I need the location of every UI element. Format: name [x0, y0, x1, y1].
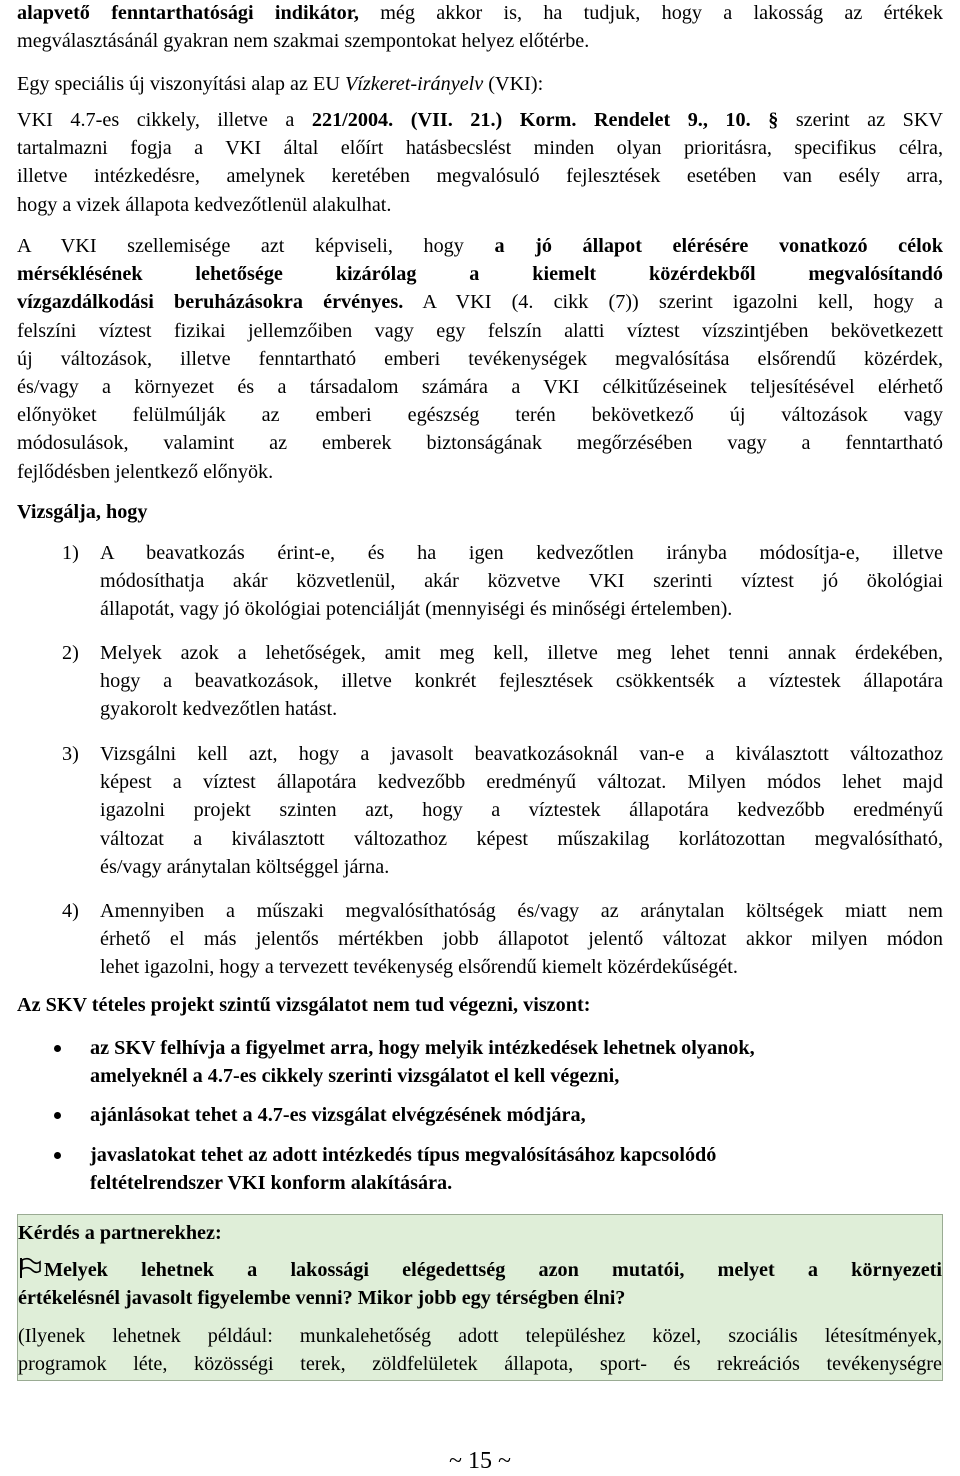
examination-list — [17, 539, 943, 995]
spirit-line-8: módosulások, valamint az emberek biztonságának megőrzésében vagy a fenntartható — [17, 432, 943, 455]
article-line-2: tartalmazni fogja a VKI által előírt hatásbecslést minden olyan prioritásra, specifikus célra, — [17, 137, 943, 160]
article-line-3: illetve intézkedésre, amelynek keretében megvalósuló fejlesztések esetében van esély arra, — [17, 165, 943, 188]
box-note: (Ilyenek lehetnek például: munkalehetőség adott településhez közel, szociális létesítmények, programok léte, közösségi terek, zöldfelületek állapota, sport- és rekreációs tevékenységre — [18, 1324, 942, 1375]
paragraph-vki-article — [17, 106, 943, 219]
spirit-line-2: mérséklésének lehetősége kizárólag a kiemelt közérdekből megvalósítandó — [17, 263, 943, 286]
spirit-line-7: előnyöket felülmúlják az emberi egészség terén bekövetkező új változások vagy — [17, 404, 943, 427]
box-question: Melyek lehetnek a lakossági elégedettség azon mutatói, melyet a környezeti értékelésnél javasolt figyelembe venni? Mikor jobb egy térségben élni? — [18, 1259, 942, 1310]
skv-bullet-list — [17, 1034, 943, 1208]
box-title: Kérdés a partnerekhez: — [18, 1222, 222, 1244]
list-item: ajánlásokat tehet a 4.7-es vizsgálat elvégzésének módjára, — [17, 1101, 943, 1131]
bullet-icon — [54, 1112, 61, 1119]
spirit-line-6: és/vagy a környezet és a társadalom számára a VKI célkitűzéseinek teljesítésével elérhető — [17, 376, 943, 399]
flag-icon — [18, 1257, 42, 1279]
list-item: javaslatokat tehet az adott intézkedés típus megvalósításához kapcsolódó feltételrendszer VKI konform alakítására. — [17, 1141, 943, 1198]
bullet-icon — [54, 1045, 61, 1052]
spirit-line-3: vízgazdálkodási beruházásokra érvényes. A VKI (4. cikk (7)) szerint igazolni kell, hogy a — [17, 291, 943, 314]
list-item: 3) Vizsgálni kell azt, hogy a javasolt beavatkozásoknál van-e a kiválasztott változathoz képest a víztest állapotára kedvezőbb eredményű változat. Milyen módos lehet majd igazolni projekt szinten azt, hogy a víztestek állapotára kedvezőbb eredményű változat a kiválasztott változathoz képest műszakilag korlátozottan megvalósítható, és/vagy aránytalan költséggel járna. — [62, 743, 943, 878]
heading-skv-limits: Az SKV tételes projekt szintű vizsgálatot nem tud végezni, viszont: — [17, 994, 591, 1016]
page-number: ~ 15 ~ — [449, 1448, 511, 1474]
article-line-4: hogy a vizek állapota kedvezőtlenül alakulhat. — [17, 193, 392, 216]
spirit-line-4: felszíni víztest fizikai jellemzőiben vagy egy felszín alatti víztest vízszintjében bekövetkezett — [17, 319, 943, 342]
list-item: 2) Melyek azok a lehetőségek, amit meg kell, illetve meg lehet tenni annak érdekében, hogy a beavatkozások, illetve konkrét fejlesztések csökkentsék a víztestek állapotára gyakorolt kedvezőtlen hatást. — [62, 642, 943, 721]
spirit-line-5: új változások, illetve fenntartható emberi tevékenységek megvalósítása elsőrendű közérdek, — [17, 347, 943, 370]
bullet-icon — [54, 1152, 61, 1159]
spirit-line-9: fejlődésben jelentkező előnyök. — [17, 460, 274, 483]
partner-question-box — [17, 1214, 943, 1381]
intro-line-2: megválasztásánál gyakran nem szakmai szempontokat helyez előtérbe. — [17, 30, 590, 53]
list-item: az SKV felhívja a figyelmet arra, hogy melyik intézkedések lehetnek olyanok, amelyeknél a 4.7-es cikkely szerinti vizsgálatot el kell végezni, — [17, 1034, 943, 1091]
paragraph-vki-spirit — [17, 232, 943, 486]
spirit-line-1: A VKI szellemisége azt képviseli, hogy a jó állapot elérésére vonatkozó célok — [17, 235, 944, 257]
list-item: 1) A beavatkozás érint-e, és ha igen kedvezőtlen irányba módosítja-e, illetve módosíthatja akár közvetlenül, akár közvetve VKI szerinti víztest jó ökológiai állapotát, vagy jó ökológiai potenciálját (mennyiségi és minőségi értelemben). — [62, 542, 943, 621]
list-item: 4) Amennyiben a műszaki megvalósíthatóság és/vagy az aránytalan költségek miatt nem érhető el más jelentős mértékben jobb állapotot jelentő változat akkor milyen módon lehet igazolni, hogy a tervezett tevékenység elsőrendű kiemelt közérdekűségét. — [62, 900, 943, 979]
article-line-1: VKI 4.7-es cikkely, illetve a 221/2004. (VII. 21.) Korm. Rendelet 9., 10. § szerint az SKV — [17, 109, 943, 131]
intro-line-1: alapvető fenntarthatósági indikátor, még akkor is, ha tudjuk, hogy a lakosság az értékek — [17, 2, 943, 24]
paragraph-intro — [17, 0, 943, 55]
paragraph-vki-intro: Egy speciális új viszonyítási alap az EU Vízkeret-irányelv (VKI): — [17, 73, 544, 95]
heading-examine: Vizsgálja, hogy — [17, 501, 148, 523]
